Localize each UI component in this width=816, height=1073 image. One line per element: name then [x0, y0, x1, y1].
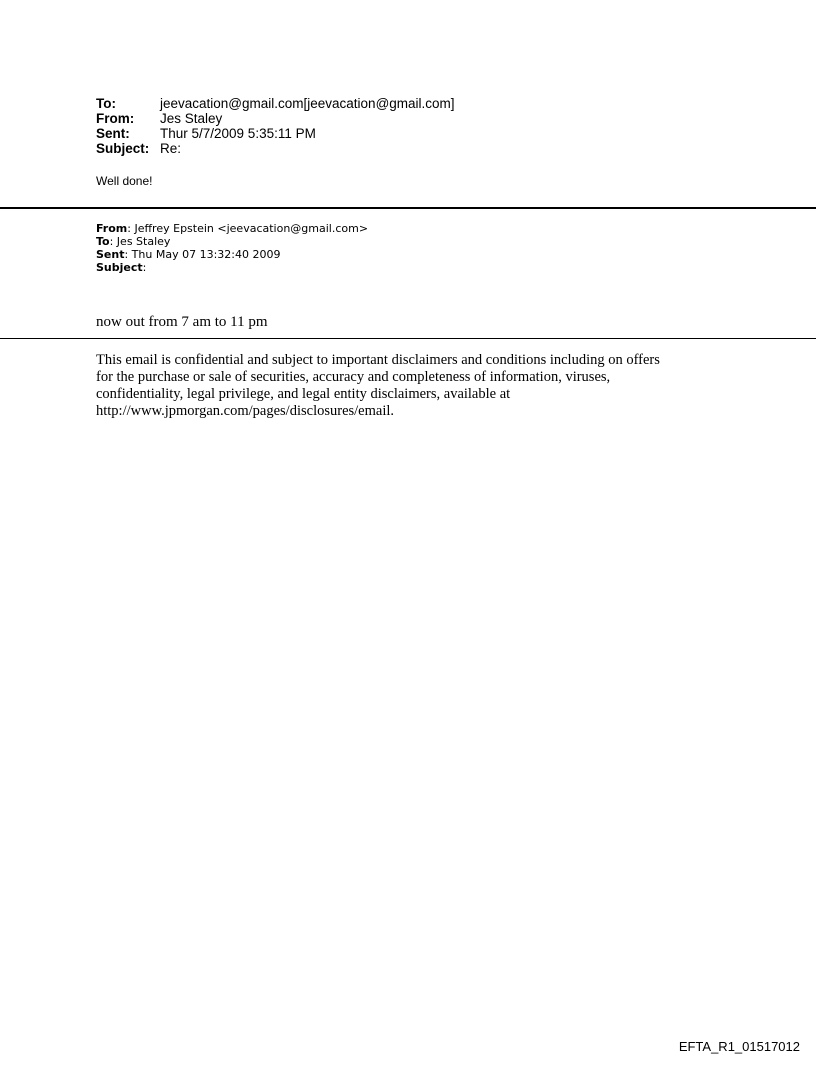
- disclaimer-rule: [0, 338, 816, 339]
- disclaimer-text: [96, 352, 736, 420]
- quoted-from-row: [96, 222, 368, 235]
- separator-rule: [0, 207, 816, 209]
- quoted-to-label: To: [96, 235, 110, 248]
- quoted-subject-label: Subject: [96, 261, 143, 274]
- header-subject-row: [96, 141, 455, 156]
- reply-body: Well done!: [96, 174, 153, 188]
- disclaimer-line: for the purchase or sale of securities, accuracy and completeness of information, viruses,: [96, 369, 611, 385]
- document-id: EFTA_R1_01517012: [678, 1039, 800, 1054]
- header-subject-value: Re:: [160, 141, 182, 156]
- quoted-subject-row: [96, 261, 368, 274]
- header-from-value: Jes Staley: [160, 111, 223, 126]
- header-from-label: From:: [96, 111, 135, 126]
- quoted-from-value: : Jeffrey Epstein <jeevacation@gmail.com>: [127, 222, 369, 235]
- header-subject-label: Subject:: [96, 141, 150, 156]
- quoted-to-row: [96, 235, 368, 248]
- quoted-sent-row: [96, 248, 368, 261]
- quoted-sent-label: Sent: [96, 248, 125, 261]
- header-sent-value: Thur 5/7/2009 5:35:11 PM: [160, 126, 316, 141]
- disclaimer-line: This email is confidential and subject to important disclaimers and conditions including on offers: [96, 352, 660, 368]
- quoted-from-label: From: [96, 222, 128, 235]
- disclaimer-line: confidentiality, legal privilege, and legal entity disclaimers, available at: [96, 386, 511, 402]
- quoted-header: [96, 222, 368, 274]
- header-sent-row: [96, 126, 455, 141]
- header-from-row: [96, 111, 455, 126]
- quoted-message: now out from 7 am to 11 pm: [96, 314, 268, 330]
- email-header: [96, 96, 455, 156]
- quoted-subject-value: :: [142, 261, 147, 274]
- header-to-row: [96, 96, 455, 111]
- header-sent-label: Sent:: [96, 126, 130, 141]
- header-to-label: To:: [96, 96, 116, 111]
- quoted-sent-value: : Thu May 07 13:32:40 2009: [124, 248, 281, 261]
- quoted-to-value: : Jes Staley: [109, 235, 171, 248]
- disclaimer-line: http://www.jpmorgan.com/pages/disclosures/email.: [96, 403, 395, 419]
- header-to-value: jeevacation@gmail.com[jeevacation@gmail.com]: [160, 96, 455, 111]
